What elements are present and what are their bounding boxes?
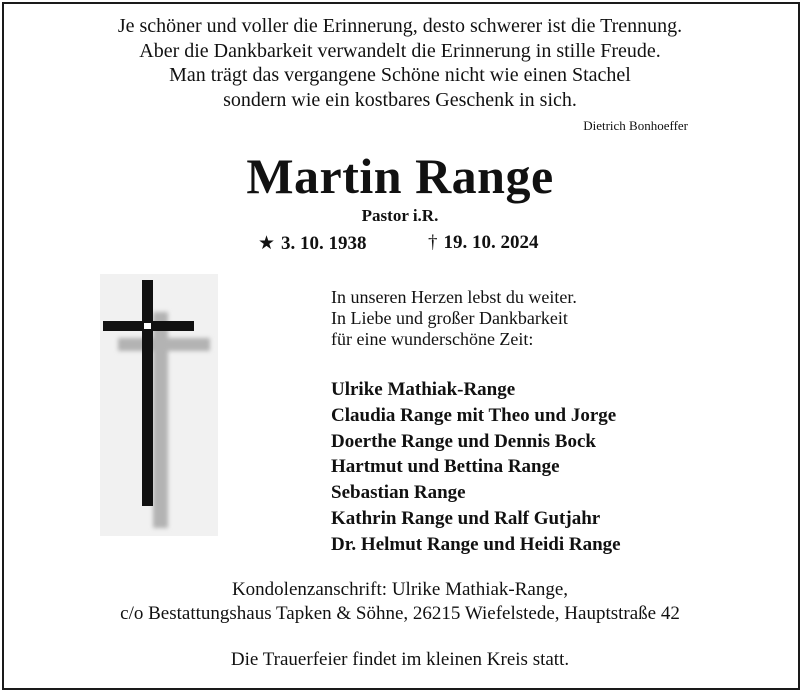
family-member: Ulrike Mathiak-Range <box>331 379 516 400</box>
star-icon: ★ <box>258 233 276 254</box>
family-member: Hartmut und Bettina Range <box>331 456 560 478</box>
cross-center <box>144 323 151 329</box>
family-list <box>331 377 621 558</box>
quote-author: Dietrich Bonhoeffer <box>583 118 688 133</box>
family-member: Sebastian Range <box>331 482 466 504</box>
quote-line: Man trägt das vergangene Schöne nicht wie einen Stachel <box>169 64 631 86</box>
family-member: Claudia Range mit Theo und Jorge <box>331 404 617 426</box>
deceased-title: Pastor i.R. <box>361 206 439 225</box>
message-line: für eine wunderschöne Zeit: <box>331 329 534 349</box>
deceased-name: Martin Range <box>246 148 554 204</box>
quote-line: Je schöner und voller die Erinnerung, desto schwerer ist die Trennung. <box>117 15 683 37</box>
family-member: Kathrin Range und Ralf Gutjahr <box>331 507 601 529</box>
birth-date <box>258 232 367 255</box>
address-line: c/o Bestattungshaus Tapken & Söhne, 26215 Wiefelstede, Hauptstraße 42 <box>120 603 680 624</box>
family-member: Dr. Helmut Range und Heidi Range <box>331 533 621 555</box>
birth-date-value: 3. 10. 1938 <box>281 233 367 254</box>
service-note: Die Trauerfeier findet im kleinen Kreis statt. <box>230 649 570 670</box>
message-line: In unseren Herzen lebst du weiter. <box>331 287 577 307</box>
quote-line: sondern wie ein kostbares Geschenk in sich. <box>223 88 577 111</box>
quote-line: Aber die Dankbarkeit verwandelt die Erinnerung in stille Freude. <box>139 39 661 62</box>
family-member: Doerthe Range und Dennis Bock <box>331 430 596 452</box>
farewell-message <box>331 287 577 350</box>
dagger-icon: † <box>428 232 438 253</box>
message-line: In Liebe und großer Dankbarkeit <box>331 308 568 328</box>
address-line: Kondolenzanschrift: Ulrike Mathiak-Range, <box>231 579 569 600</box>
bonhoeffer-quote <box>0 14 800 112</box>
latin-cross-icon <box>100 274 218 536</box>
condolence-address <box>0 578 800 626</box>
death-date <box>428 232 539 254</box>
death-date-value: 19. 10. 2024 <box>443 232 539 253</box>
